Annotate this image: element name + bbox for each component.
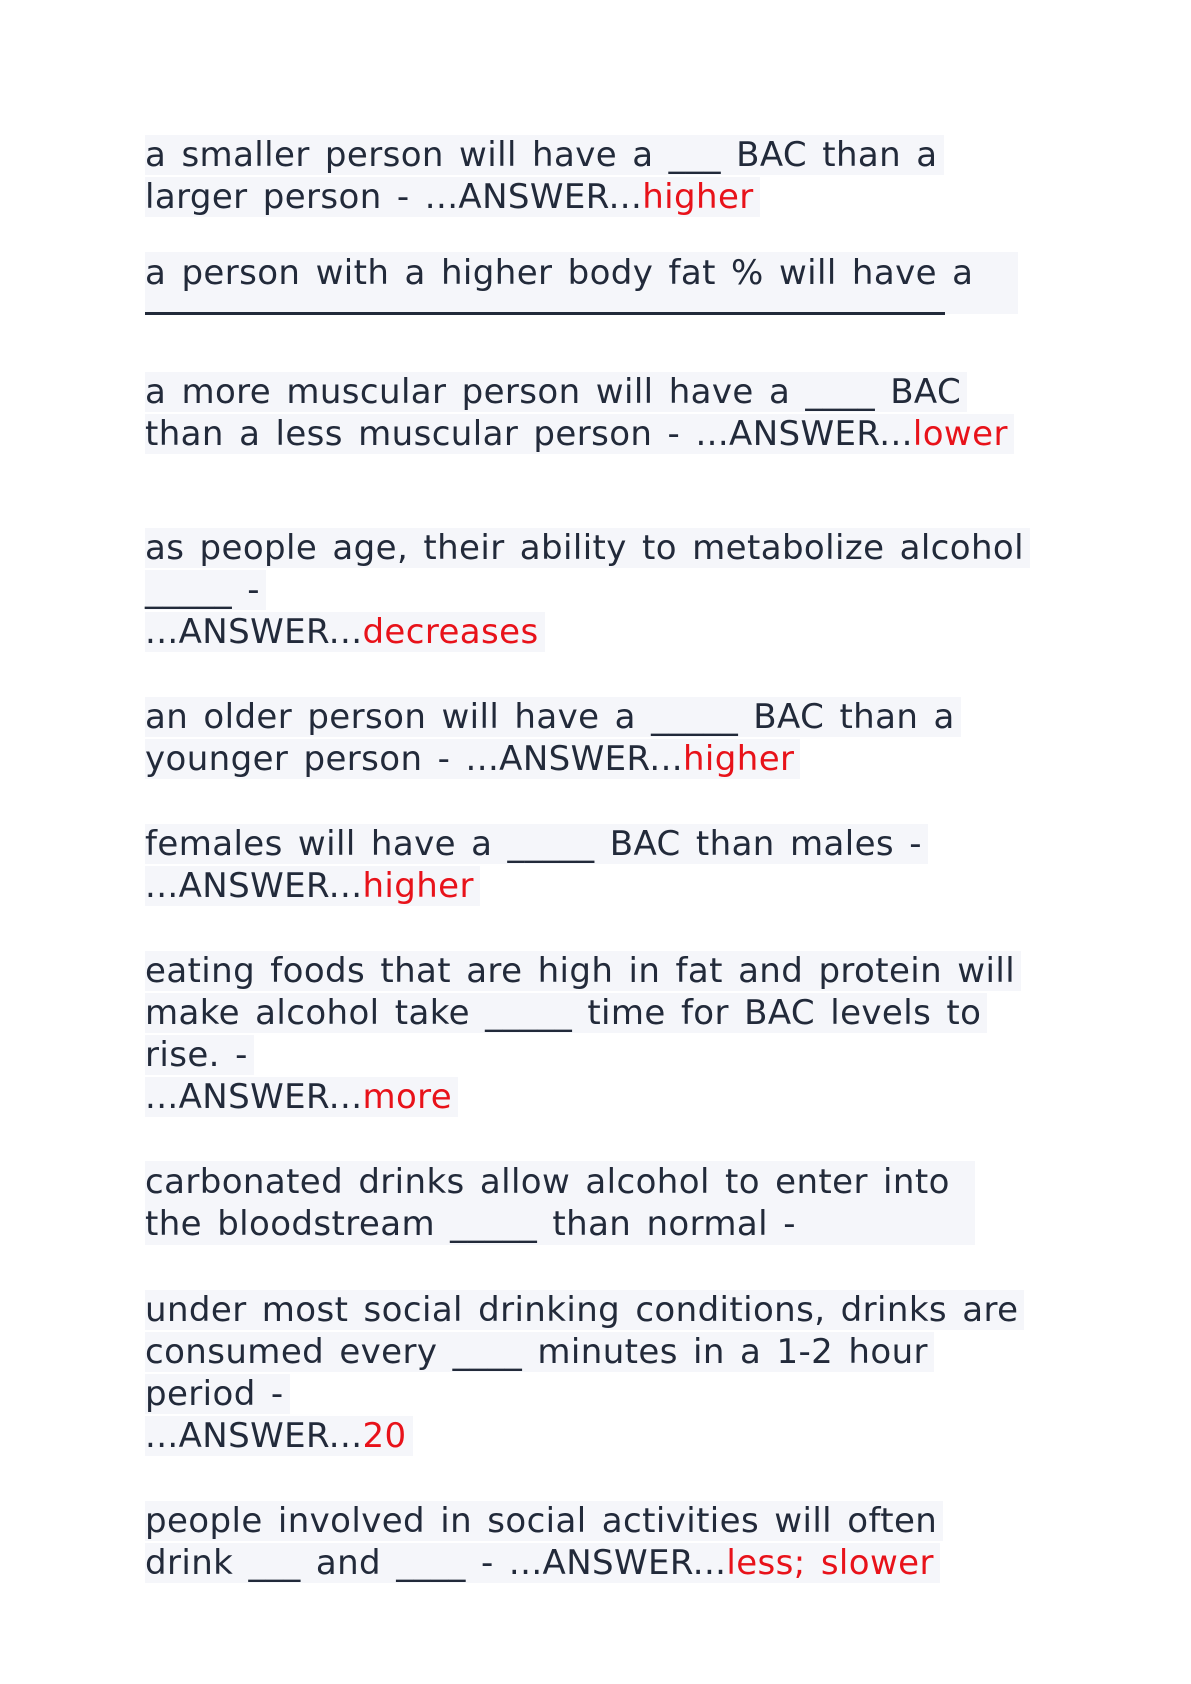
- answer-label: ...ANSWER...: [145, 612, 363, 652]
- question-text: females will have a _____ BAC than males -: [145, 824, 928, 864]
- question-text: a smaller person will have a ___ BAC than a: [145, 135, 944, 175]
- answer-text: more: [362, 1077, 453, 1117]
- question-text: carbonated drinks allow alcohol to enter into: [145, 1162, 950, 1202]
- answer-text: higher: [362, 866, 474, 906]
- answer-label: ...ANSWER...: [465, 739, 683, 779]
- question-3: [145, 371, 1065, 455]
- question-text: a more muscular person will have a ____ BAC: [145, 372, 967, 412]
- question-1: [145, 134, 1065, 218]
- question-text: consumed every ____ minutes in a 1-2 hour: [145, 1332, 934, 1372]
- question-text: make alcohol take _____ time for BAC levels to: [145, 993, 987, 1033]
- answer-text: lower: [912, 414, 1008, 454]
- question-text: the bloodstream _____ than normal -: [145, 1204, 796, 1244]
- question-text: as people age, their ability to metabolize alcohol: [145, 528, 1030, 568]
- question-text: under most social drinking conditions, drinks are: [145, 1290, 1024, 1330]
- question-text: rise. -: [145, 1035, 254, 1075]
- question-2: [145, 252, 1065, 314]
- question-text: younger person -: [145, 739, 466, 779]
- question-8-box: [145, 1161, 975, 1245]
- question-10: [145, 1500, 1065, 1584]
- question-text: _____ -: [145, 570, 266, 610]
- answer-text: higher: [642, 177, 754, 217]
- answer-label: ...ANSWER...: [695, 414, 913, 454]
- question-text: than a less muscular person -: [145, 414, 696, 454]
- question-6: [145, 823, 1065, 907]
- answer-text: higher: [682, 739, 795, 779]
- answer-text: decreases: [362, 612, 539, 652]
- answer-label: ...ANSWER...: [508, 1543, 727, 1583]
- answer-label: ...ANSWER...: [145, 866, 363, 906]
- question-text: eating foods that are high in fat and protein will: [145, 951, 1021, 991]
- question-5: [145, 696, 1065, 780]
- question-8: [145, 1161, 1065, 1245]
- question-4: [145, 527, 1065, 653]
- answer-label: ...ANSWER...: [424, 177, 643, 217]
- answer-text: 20: [362, 1416, 407, 1456]
- question-text: a person with a higher body fat % will have a: [145, 253, 974, 293]
- answer-text: less; slower: [726, 1543, 934, 1583]
- question-7: [145, 950, 1065, 1118]
- question-text: drink ___ and ____ -: [145, 1543, 509, 1583]
- question-2-box: [145, 252, 1018, 314]
- answer-label: ...ANSWER...: [145, 1077, 363, 1117]
- question-text: an older person will have a _____ BAC than a: [145, 697, 961, 737]
- question-text: larger person -: [145, 177, 425, 217]
- question-text: period -: [145, 1374, 290, 1414]
- answer-label: ...ANSWER...: [145, 1416, 363, 1456]
- answer-blank-line: [145, 294, 1018, 314]
- question-9: [145, 1289, 1065, 1457]
- question-text: people involved in social activities will often: [145, 1501, 943, 1541]
